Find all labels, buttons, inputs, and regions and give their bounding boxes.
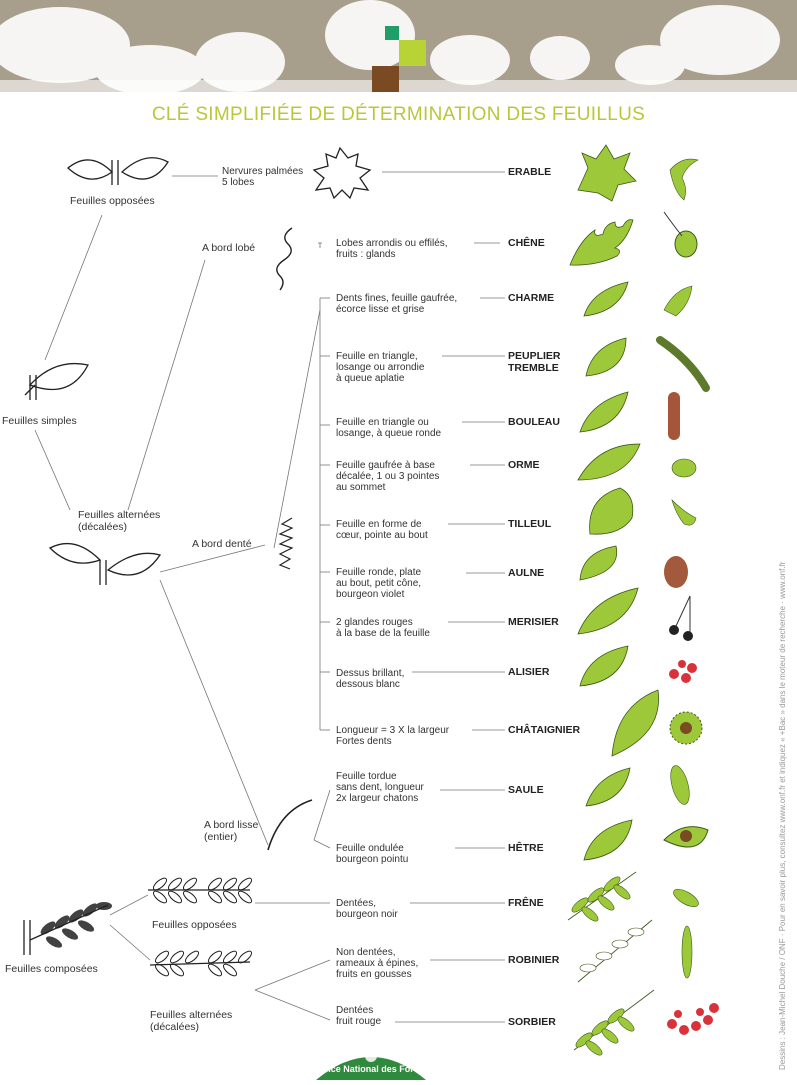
sorbier-fruit-icon bbox=[667, 1003, 719, 1035]
desc-orme: Feuille gaufrée à base décalée, 1 ou 3 pointes au sommet bbox=[336, 460, 440, 493]
charme-fruit-icon bbox=[664, 286, 692, 316]
desc-aulne: Feuille ronde, plate au bout, petit cône, bourgeon violet bbox=[336, 567, 422, 600]
credits-vertical bbox=[778, 340, 792, 1070]
species-chene: CHÊNE bbox=[508, 237, 545, 249]
robinier-fruit-icon bbox=[682, 926, 692, 978]
orme-leaf-icon bbox=[578, 444, 640, 480]
species-alisier: ALISIER bbox=[508, 666, 550, 678]
desc-bouleau: Feuille en triangle ou losange, à queue ronde bbox=[336, 417, 442, 439]
orme-fruit-icon bbox=[672, 459, 696, 477]
merisier-fruit-icon bbox=[669, 596, 693, 641]
desc-saule: Feuille tordue sans dent, longueur 2x largeur chatons bbox=[336, 771, 424, 804]
species-frene: FRÊNE bbox=[508, 897, 544, 909]
species-merisier: MERISIER bbox=[508, 616, 559, 628]
credits-text: Dessins : Jean-Michel Douche / ONF · Pour en savoir plus, consultez www.onf.fr et indiquez « +Bac » dans le moteur de recherche · www.onf.fr bbox=[778, 561, 787, 1070]
desc-erable: Nervures palmées 5 lobes bbox=[222, 166, 304, 188]
label-feuilles-simples: Feuilles simples bbox=[2, 415, 77, 427]
species-charme: CHARME bbox=[508, 292, 555, 304]
saule-leaf-icon bbox=[586, 768, 630, 806]
desc-sorbier: Dentées fruit rouge bbox=[336, 1005, 382, 1027]
erable-fruit-icon bbox=[670, 159, 698, 200]
desc-alisier: Dessus brillant, dessous blanc bbox=[336, 668, 405, 690]
page-title: CLÉ SIMPLIFIÉE DE DÉTERMINATION DES FEUILLUS bbox=[151, 104, 646, 125]
bouleau-fruit-icon bbox=[668, 392, 680, 440]
aulne-leaf-icon bbox=[580, 546, 617, 580]
species-erable: ERABLE bbox=[508, 166, 552, 178]
label-a-bord-lisse: A bord lisse (entier) bbox=[204, 819, 259, 843]
label-feuilles-opposees-comp: Feuilles opposées bbox=[152, 919, 237, 931]
desc-merisier: 2 glandes rouges à la base de la feuille bbox=[336, 617, 430, 639]
label-feuilles-opposees-top: Feuilles opposées bbox=[70, 195, 155, 207]
label-feuilles-composees: Feuilles composées bbox=[5, 963, 98, 975]
label-a-bord-dente: A bord denté bbox=[192, 538, 252, 550]
aulne-fruit-icon bbox=[664, 556, 688, 588]
onf-logo-text: Office National des Forêts bbox=[315, 1064, 427, 1074]
desc-chataignier: Longueur = 3 X la largeur Fortes dents bbox=[336, 725, 450, 747]
charme-leaf-icon bbox=[584, 282, 628, 316]
species-aulne: AULNE bbox=[508, 567, 545, 579]
saule-fruit-icon bbox=[667, 764, 693, 807]
chataignier-leaf-icon bbox=[612, 690, 659, 756]
desc-peuplier: Feuille en triangle, losange ou arrondie à queue aplatie bbox=[336, 351, 425, 384]
species-sorbier: SORBIER bbox=[508, 1016, 556, 1028]
desc-hetre: Feuille ondulée bourgeon pointu bbox=[336, 843, 409, 865]
peuplier-fruit-icon bbox=[660, 340, 706, 388]
bouleau-leaf-icon bbox=[580, 392, 628, 432]
merisier-leaf-icon bbox=[578, 588, 638, 634]
desc-charme: Dents fines, feuille gaufrée, écorce lisse et grise bbox=[336, 293, 458, 315]
onf-logo bbox=[312, 1040, 430, 1080]
tilleul-fruit-icon bbox=[672, 500, 696, 525]
species-chataignier: CHÂTAIGNIER bbox=[508, 724, 581, 736]
hetre-leaf-icon bbox=[584, 820, 632, 860]
frene-fruit-icon bbox=[671, 886, 701, 910]
erable-leaf-icon bbox=[578, 145, 636, 201]
species-bouleau: BOULEAU bbox=[508, 416, 560, 428]
tilleul-leaf-icon bbox=[590, 488, 633, 534]
onf-logo-graphic bbox=[312, 1040, 430, 1080]
species-hetre: HÊTRE bbox=[508, 842, 544, 854]
desc-chene: Lobes arrondis ou effilés, fruits : glands bbox=[336, 238, 448, 260]
species-peuplier: PEUPLIER TREMBLE bbox=[508, 350, 561, 374]
species-tilleul: TILLEUL bbox=[508, 518, 552, 530]
alisier-fruit-icon bbox=[669, 660, 697, 683]
species-orme: ORME bbox=[508, 459, 540, 471]
desc-frene: Dentées, bourgeon noir bbox=[336, 898, 398, 920]
species-saule: SAULE bbox=[508, 784, 544, 796]
label-feuilles-alternees: Feuilles alternées (décalées) bbox=[78, 509, 161, 533]
peuplier-leaf-icon bbox=[586, 338, 626, 376]
label-a-bord-lobe: A bord lobé bbox=[202, 242, 256, 254]
label-feuilles-alternees-comp: Feuilles alternées (décalées) bbox=[150, 1009, 233, 1033]
desc-tilleul: Feuille en forme de cœur, pointe au bout bbox=[336, 519, 428, 541]
hetre-fruit-icon bbox=[664, 827, 708, 847]
species-robinier: ROBINIER bbox=[508, 954, 560, 966]
alisier-leaf-icon bbox=[580, 646, 628, 686]
chene-fruit-icon bbox=[675, 231, 697, 257]
chene-leaf-icon bbox=[570, 220, 633, 265]
desc-robinier: Non dentées, rameaux à épines, fruits en gousses bbox=[336, 947, 419, 980]
